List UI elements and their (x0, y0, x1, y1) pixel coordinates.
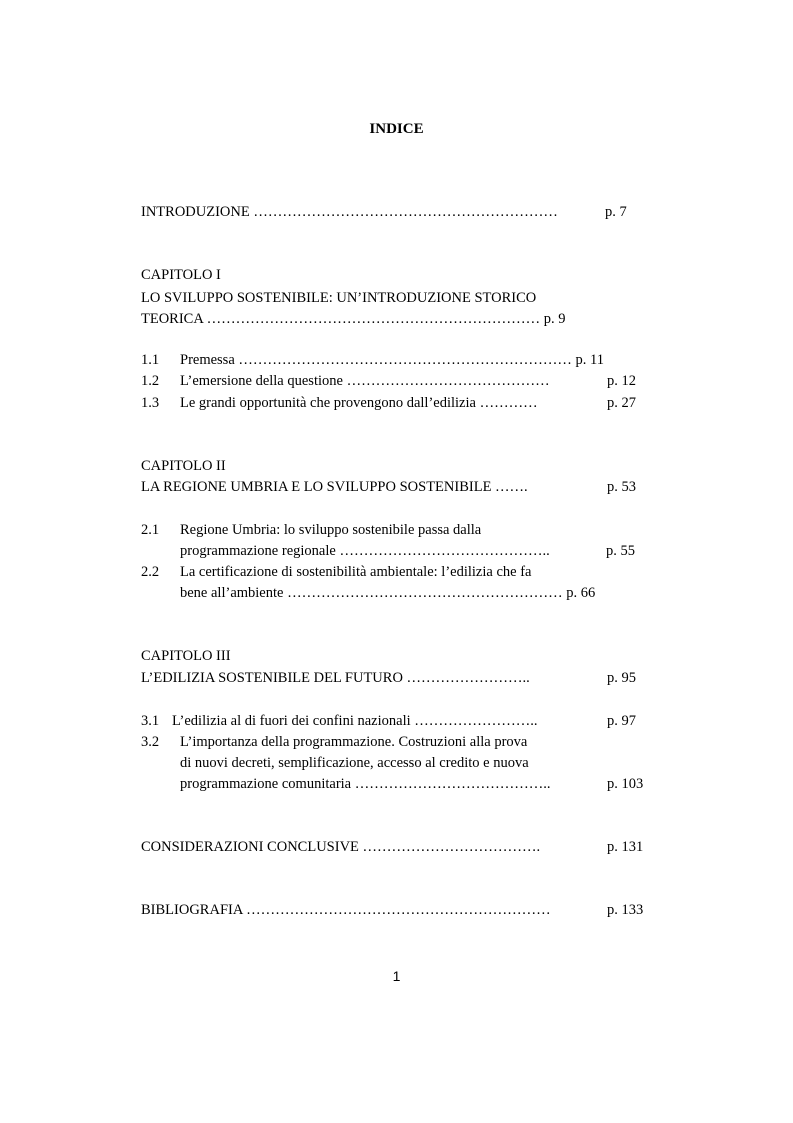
leader-dots: ………………………………. (362, 839, 541, 855)
entry-page: p. 27 (607, 395, 636, 411)
entry-text: Premessa (180, 352, 235, 368)
section-number: 3.2 (141, 734, 160, 750)
toc-entry-3-1 (172, 714, 538, 729)
entry-text: LA REGIONE UMBRIA E LO SVILUPPO SOSTENIBILE (141, 479, 492, 495)
entry-text: CONSIDERAZIONI CONCLUSIVE (141, 839, 359, 855)
entry-page: p. 12 (607, 373, 636, 389)
chapter-heading: CAPITOLO III (141, 648, 231, 664)
entry-text: L’emersione della questione (180, 373, 343, 389)
entry-text: BIBLIOGRAFIA (141, 902, 243, 918)
chapter-heading: CAPITOLO II (141, 458, 226, 474)
entry-page: p. 53 (607, 479, 636, 495)
entry-page: p. 9 (543, 311, 566, 327)
section-number: 2.2 (141, 564, 160, 580)
toc-entry-3-2 (180, 777, 551, 792)
leader-dots: …………………….. (414, 713, 538, 729)
entry-text: programmazione regionale (180, 543, 336, 559)
leader-dots: ………… (479, 395, 538, 411)
leader-dots: ………………………………….. (354, 776, 551, 792)
entry-page: p. 55 (606, 543, 635, 559)
entry-text: L’EDILIZIA SOSTENIBILE DEL FUTURO (141, 670, 403, 686)
section-number: 2.1 (141, 522, 160, 538)
section-title-line: Regione Umbria: lo sviluppo sostenibile passa dalla (180, 522, 482, 538)
entry-text: Le grandi opportunità che provengono dall’edilizia (180, 395, 476, 411)
toc-entry-bibliografia (141, 903, 551, 918)
entry-page: p. 103 (607, 776, 644, 792)
entry-page: p. 7 (605, 204, 627, 220)
entry-text: INTRODUZIONE (141, 204, 250, 220)
section-number: 1.1 (141, 352, 160, 368)
section-number: 3.1 (141, 713, 160, 729)
entry-page: p. 133 (607, 902, 644, 918)
leader-dots: …………………….. (406, 670, 530, 686)
entry-page: p. 11 (575, 352, 604, 368)
entry-page: p. 66 (566, 585, 596, 601)
toc-entry-introduzione (141, 205, 558, 220)
page-number: 1 (392, 968, 401, 984)
leader-dots: ………………………………………………… (287, 585, 563, 601)
entry-text: bene all’ambiente (180, 585, 284, 601)
toc-entry-1-2 (180, 374, 550, 389)
leader-dots: …………………………………….. (339, 543, 550, 559)
chapter-heading: CAPITOLO I (141, 267, 221, 283)
toc-entry-2-1 (180, 544, 550, 559)
section-number: 1.2 (141, 373, 160, 389)
chapter-title-line: LO SVILUPPO SOSTENIBILE: UN’INTRODUZIONE STORICO (141, 290, 537, 306)
section-number: 1.3 (141, 395, 160, 411)
leader-dots: …………………………………………………………… (206, 311, 541, 327)
toc-entry-capitolo-1 (141, 312, 566, 327)
entry-text: TEORICA (141, 311, 204, 327)
section-title-line: di nuovi decreti, semplificazione, accesso al credito e nuova (180, 755, 529, 771)
toc-entry-2-2 (180, 586, 595, 601)
section-title-line: L’importanza della programmazione. Costruzioni alla prova (180, 734, 528, 750)
toc-entry-conclusioni (141, 840, 540, 855)
entry-text: programmazione comunitaria (180, 776, 352, 792)
toc-entry-1-1 (180, 353, 604, 368)
toc-entry-capitolo-2 (141, 480, 528, 495)
leader-dots: ……………………………………………………… (246, 902, 551, 918)
leader-dots: ……………………………………………………… (253, 204, 558, 220)
entry-page: p. 97 (607, 713, 636, 729)
page-title: INDICE (369, 121, 424, 137)
entry-page: p. 95 (607, 670, 636, 686)
leader-dots: …………………………………………………………… (238, 352, 572, 368)
toc-entry-1-3 (180, 396, 538, 411)
entry-page: p. 131 (607, 839, 644, 855)
section-title-line: La certificazione di sostenibilità ambientale: l’edilizia che fa (180, 564, 532, 580)
entry-text: L’edilizia al di fuori dei confini nazionali (172, 713, 411, 729)
leader-dots: …………………………………… (346, 373, 550, 389)
leader-dots: ……. (495, 479, 528, 495)
toc-entry-capitolo-3 (141, 671, 530, 686)
